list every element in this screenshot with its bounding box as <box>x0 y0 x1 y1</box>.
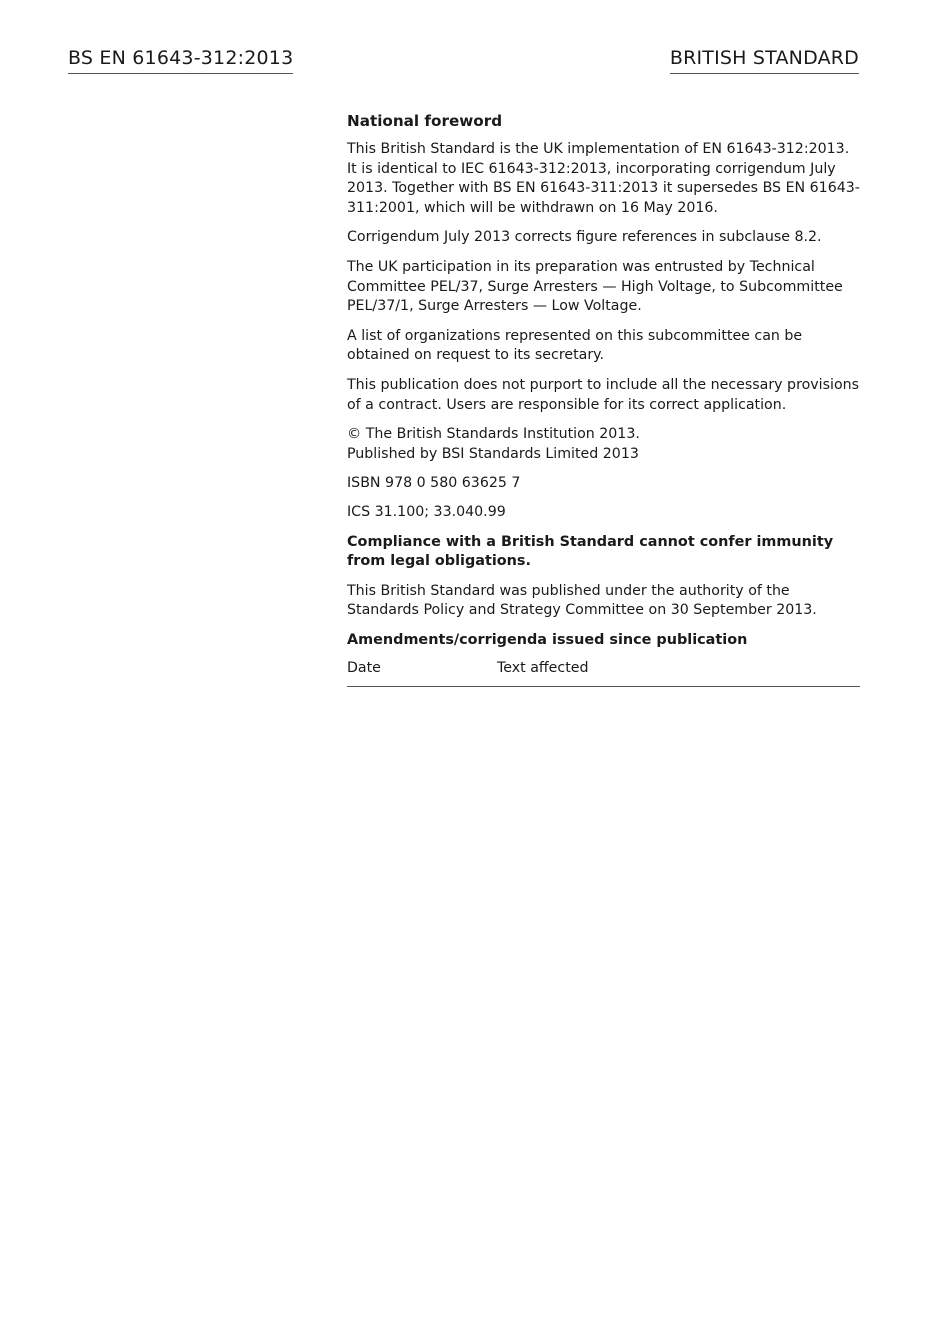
foreword-paragraph: Corrigendum July 2013 corrects figure references in subclause 8.2. <box>347 229 822 246</box>
compliance-statement: Compliance with a British Standard cannot confer immunity from legal obligations. <box>347 533 834 570</box>
amendments-title: Amendments/corrigenda issued since publication <box>347 631 748 648</box>
foreword-paragraph: This publication does not purport to include all the necessary provisions of a contract. Users are responsible for its correct application. <box>347 376 860 413</box>
foreword-paragraph: A list of organizations represented on this subcommittee can be obtained on request to its secretary. <box>347 327 803 364</box>
copyright-block <box>347 425 860 465</box>
column-header-text-affected: Text affected <box>497 659 589 676</box>
foreword-title: National foreword <box>347 112 503 130</box>
foreword-paragraph: This British Standard is the UK implementation of EN 61643-312:2013. It is identical to IEC 61643-312:2013, incorporating corrigendum July 2013. Together with BS EN 61643-311:2013 it supersedes BS EN 61643-311:2001, which will be withdrawn on 16 May 2016. <box>347 140 860 217</box>
national-foreword <box>347 112 860 687</box>
amendments-table-header <box>347 659 860 688</box>
copyright-line: © The British Standards Institution 2013. <box>347 425 640 442</box>
document-number: BS EN 61643-312:2013 <box>68 46 293 74</box>
foreword-paragraph: The UK participation in its preparation was entrusted by Technical Committee PEL/37, Surge Arresters — High Voltage, to Subcommittee PEL/37/1, Surge Arresters — Low Voltage. <box>347 258 843 315</box>
authority-statement: This British Standard was published under the authority of the Standards Policy and Strategy Committee on 30 September 2013. <box>347 582 817 619</box>
standard-type-label: BRITISH STANDARD <box>670 46 859 74</box>
column-header-date: Date <box>347 659 381 676</box>
isbn: ISBN 978 0 580 63625 7 <box>347 474 521 491</box>
ics: ICS 31.100; 33.040.99 <box>347 504 506 521</box>
publisher-line: Published by BSI Standards Limited 2013 <box>347 445 639 462</box>
